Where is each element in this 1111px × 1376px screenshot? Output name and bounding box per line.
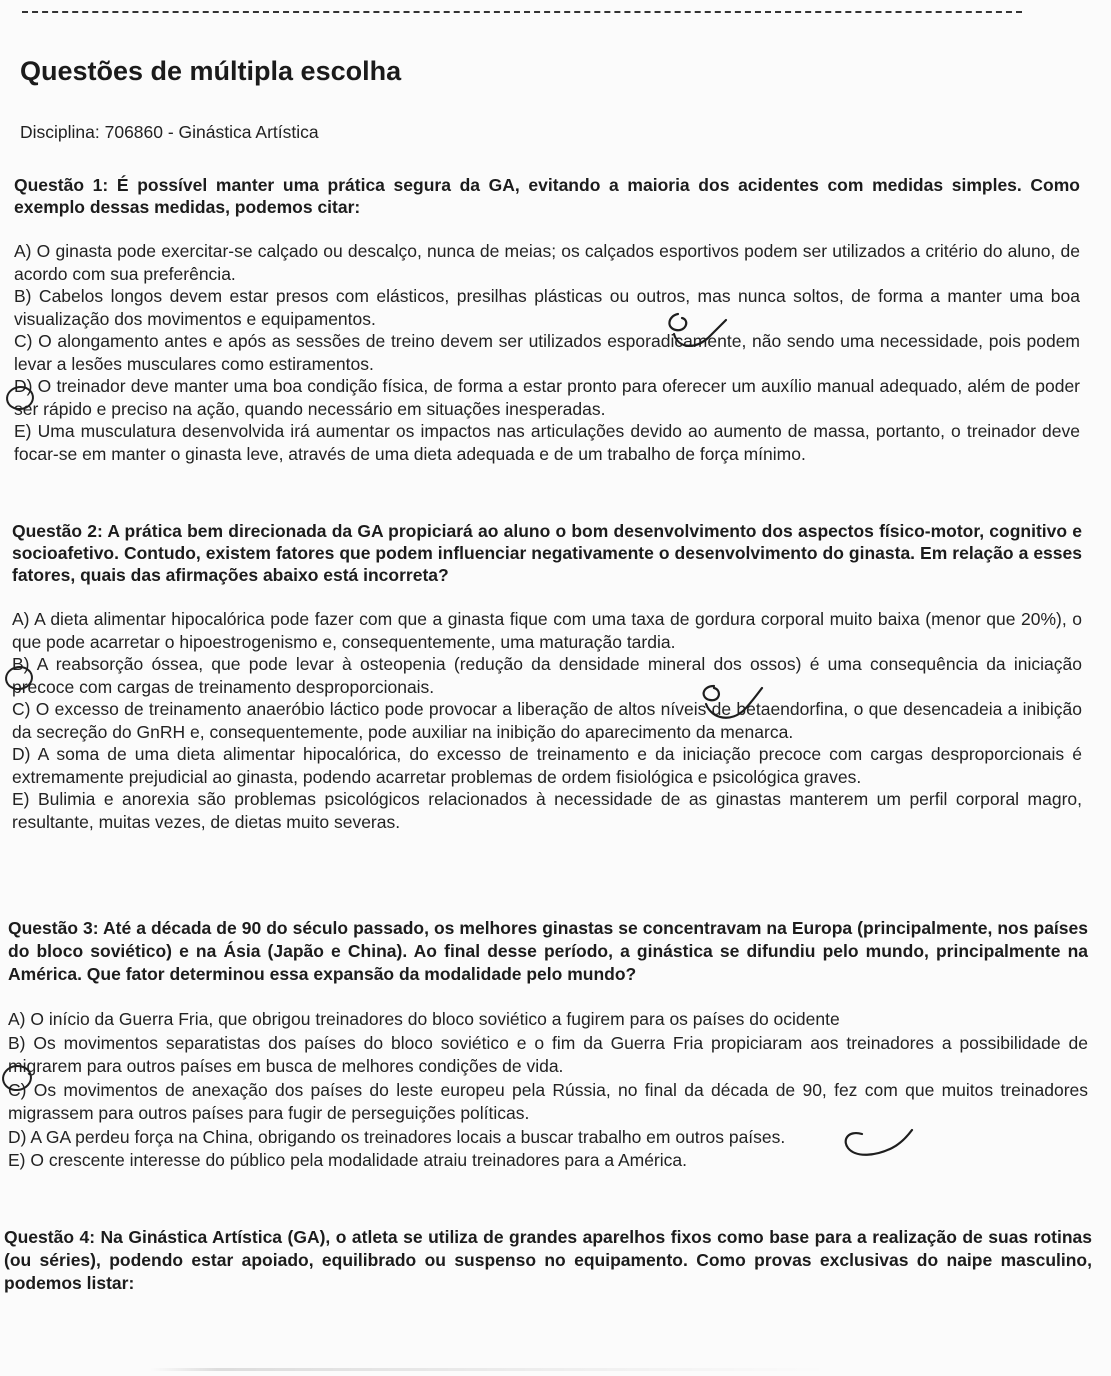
- question-4-text: Questão 4: Na Ginástica Artística (GA), o atleta se utiliza de grandes aparelhos fixos como base para a realização de suas rotinas (ou séries), podendo estar apoiado, equilibrado ou suspenso no equipamento. Como provas exclusivas do naipe masculino, podemos listar:: [4, 1227, 1092, 1293]
- question-3: [8, 917, 1088, 1173]
- question-1-option-d: D) O treinador deve manter uma boa condição física, de forma a estar pronto para oferecer um auxílio manual adequado, além de poder ser rápido e preciso na ação, quando necessário em situações inesperadas.: [14, 376, 1080, 419]
- question-3-option-e: E) O crescente interesse do público pela modalidade atraiu treinadores para a América.: [8, 1150, 687, 1170]
- question-2-option-e: E) Bulimia e anorexia são problemas psicológicos relacionados à necessidade de as ginastas manterem um perfil corporal magro, resultante, muitas vezes, de dietas muito severas.: [12, 789, 1082, 832]
- question-2-option-b: B) A reabsorção óssea, que pode levar à osteopenia (redução da densidade mineral dos ossos) é uma consequência da iniciação precoce com cargas de treinamento desproporcionais.: [12, 654, 1082, 697]
- top-dashed-rule: [22, 11, 1022, 13]
- question-1-option-a: A) O ginasta pode exercitar-se calçado ou descalço, nunca de meias; os calçados esportivos podem ser utilizados a critério do aluno, de acordo com sua preferência.: [14, 241, 1080, 284]
- discipline-line: Disciplina: 706860 - Ginástica Artística: [20, 122, 319, 142]
- question-1: [14, 174, 1080, 465]
- question-2-option-c: C) O excesso de treinamento anaeróbio láctico pode provocar a liberação de altos níveis de betaendorfina, o que desencadeia a inibição da secreção do GnRH e, consequentemente, pode auxiliar na inibição do aparecimento da menarca.: [12, 699, 1082, 742]
- question-3-option-a: A) O início da Guerra Fria, que obrigou treinadores do bloco soviético a fugirem para os países do ocidente: [8, 1009, 840, 1029]
- question-1-option-b: B) Cabelos longos devem estar presos com elásticos, presilhas plásticas ou outros, mas nunca soltos, de forma a manter uma boa visualização dos movimentos e equipamentos.: [14, 286, 1080, 329]
- question-3-text: Questão 3: Até a década de 90 do século passado, os melhores ginastas se concentravam na Europa (principalmente, nos países do bloco soviético) e na Ásia (Japão e China). Ao final desse período, a ginástica se difundiu pelo mundo, principalmente na América. Que fator determinou essa expansão da modalidade pelo mundo?: [8, 918, 1088, 984]
- question-1-text: Questão 1: É possível manter uma prática segura da GA, evitando a maioria dos acidentes com medidas simples. Como exemplo dessas medidas, podemos citar:: [14, 175, 1080, 217]
- scan-edge-shadow: [150, 1368, 830, 1371]
- question-4: [4, 1226, 1092, 1317]
- question-1-option-c: C) O alongamento antes e após as sessões de treino devem ser utilizados esporadicamente, não sendo uma necessidade, pois podem levar a lesões musculares como estiramentos.: [14, 331, 1080, 374]
- question-3-option-b: B) Os movimentos separatistas dos países do bloco soviético e o fim da Guerra Fria propiciaram aos treinadores a possibilidade de migrarem para outros países em busca de melhores condições de vida.: [8, 1032, 1088, 1076]
- question-2-option-a: A) A dieta alimentar hipocalórica pode fazer com que a ginasta fique com uma taxa de gordura corporal muito baixa (menor que 20%), o que pode acarretar o hipoestrogenismo e, consequentemente, uma maturação tardia.: [12, 609, 1082, 652]
- question-1-options: [14, 240, 1080, 465]
- question-2-options: [12, 608, 1082, 833]
- page-title: Questões de múltipla escolha: [20, 56, 402, 86]
- question-3-option-d: D) A GA perdeu força na China, obrigando os treinadores locais a buscar trabalho em outros países.: [8, 1126, 786, 1147]
- question-2-option-d: D) A soma de uma dieta alimentar hipocalórica, do excesso de treinamento e da iniciação precoce com cargas desproporcionais é extremamente prejudicial ao ginasta, podendo acarretar problemas de ordem fisiológica e psicológica graves.: [12, 744, 1082, 787]
- question-3-options: [8, 1008, 1088, 1173]
- question-1-option-e: E) Uma musculatura desenvolvida irá aumentar os impactos nas articulações devido ao aumento de massa, portanto, o treinador deve focar-se em manter o ginasta leve, através de uma dieta adequada e de um trabalho de força mínimo.: [14, 421, 1080, 464]
- question-2: [12, 520, 1082, 833]
- question-3-option-c: C) Os movimentos de anexação dos países do leste europeu pela Rússia, no final da década de 90, fez com que muitos treinadores migrassem para outros países para fugir de perseguições políticas.: [8, 1079, 1088, 1123]
- question-2-text: Questão 2: A prática bem direcionada da GA propiciará ao aluno o bom desenvolvimento dos aspectos físico-motor, cognitivo e socioafetivo. Contudo, existem fatores que podem influenciar negativamente o desenvolvimento do ginasta. Em relação a esses fatores, quais das afirmações abaixo está incorreta?: [12, 521, 1082, 585]
